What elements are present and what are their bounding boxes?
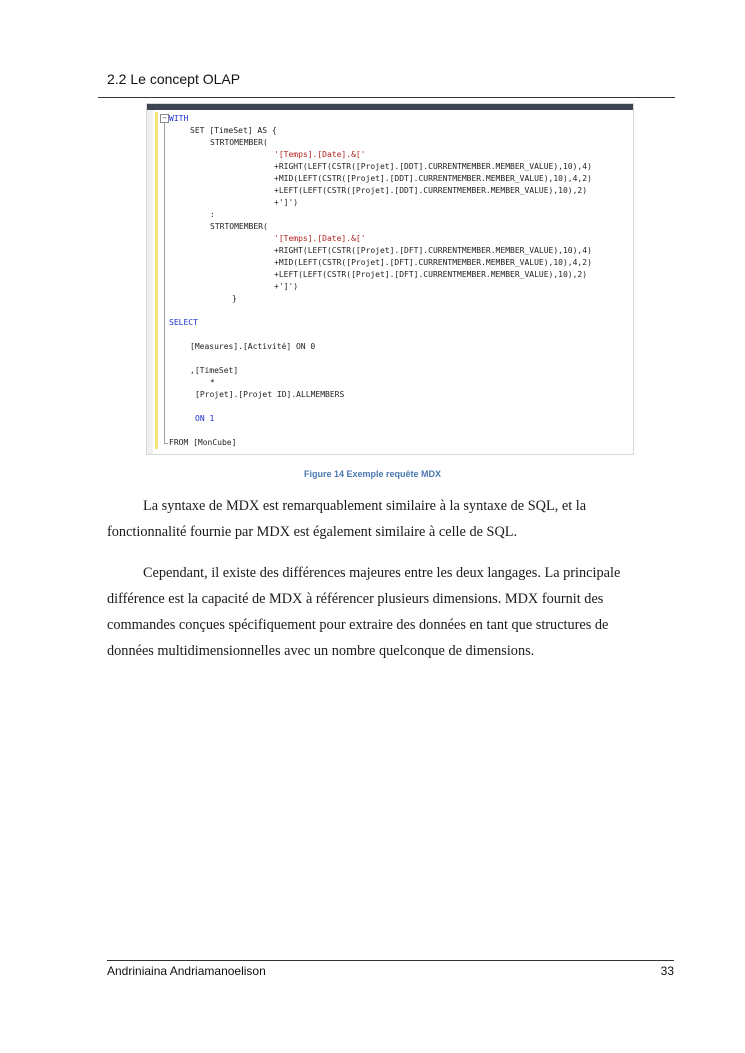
code-line-measures: [Measures].[Activité] ON 0 bbox=[190, 342, 316, 351]
code-line-close-1: +']') bbox=[274, 198, 299, 207]
footer-author: Andriniaina Andriamanoelison bbox=[107, 964, 266, 978]
section-title: 2.2 Le concept OLAP bbox=[107, 71, 241, 87]
code-line-set: SET [TimeSet] AS { bbox=[190, 126, 277, 135]
header-divider bbox=[98, 97, 675, 98]
fold-guide-end bbox=[164, 443, 168, 444]
code-line-left-dft: +LEFT(LEFT(CSTR([Projet].[DFT].CURRENTMEMBER.MEMBER_VALUE),10),2) bbox=[274, 270, 588, 279]
fold-guide-line bbox=[164, 123, 165, 443]
paragraph-1 bbox=[107, 493, 647, 545]
code-line-close-2: +']') bbox=[274, 282, 299, 291]
paragraph-2-line-3: commandes conçues spécifiquement pour extraire des données en tant que structures de bbox=[107, 617, 609, 633]
code-line-with: WITH bbox=[169, 114, 189, 123]
code-line-mid-dft: +MID(LEFT(CSTR([Projet].[DFT].CURRENTMEMBER.MEMBER_VALUE),10),4,2) bbox=[274, 258, 592, 267]
editor-top-bar bbox=[147, 104, 633, 110]
mdx-code-figure bbox=[146, 103, 634, 455]
page-number: 33 bbox=[660, 964, 674, 978]
code-line-projet-id: [Projet].[Projet ID].ALLMEMBERS bbox=[195, 390, 345, 399]
change-margin-bar bbox=[155, 112, 158, 449]
code-line-on-1: ON 1 bbox=[195, 414, 215, 423]
footer-divider bbox=[107, 960, 674, 961]
collapse-icon[interactable]: − bbox=[160, 114, 169, 123]
code-line-temps-2: '[Temps].[Date].&[' bbox=[274, 234, 366, 243]
code-line-temps-1: '[Temps].[Date].&[' bbox=[274, 150, 366, 159]
code-line-mid-ddt: +MID(LEFT(CSTR([Projet].[DDT].CURRENTMEMBER.MEMBER_VALUE),10),4,2) bbox=[274, 174, 592, 183]
paragraph-2-line-4: données multidimensionnelles avec un nombre quelconque de dimensions. bbox=[107, 643, 535, 659]
paragraph-2-line-2: différence est la capacité de MDX à référencer plusieurs dimensions. MDX fournit des bbox=[107, 591, 604, 607]
paragraph-2-line-1: Cependant, il existe des différences majeures entre les deux langages. La principale bbox=[143, 565, 621, 581]
code-line-select: SELECT bbox=[169, 318, 198, 327]
code-line-timeset: ,[TimeSet] bbox=[190, 366, 239, 375]
code-line-close-brace: } bbox=[232, 294, 237, 303]
paragraph-2 bbox=[107, 560, 647, 664]
code-line-strtomember-2: STRTOMEMBER( bbox=[210, 222, 268, 231]
code-line-range-colon: : bbox=[210, 210, 215, 219]
code-line-right-dft: +RIGHT(LEFT(CSTR([Projet].[DFT].CURRENTMEMBER.MEMBER_VALUE),10),4) bbox=[274, 246, 592, 255]
code-line-left-ddt: +LEFT(LEFT(CSTR([Projet].[DDT].CURRENTMEMBER.MEMBER_VALUE),10),2) bbox=[274, 186, 588, 195]
paragraph-1-line-1: La syntaxe de MDX est remarquablement similaire à la syntaxe de SQL, et la bbox=[143, 498, 587, 514]
paragraph-1-line-2: fonctionnalité fournie par MDX est également similaire à celle de SQL. bbox=[107, 524, 518, 540]
code-line-from: FROM [MonCube] bbox=[169, 438, 237, 447]
code-line-strtomember-1: STRTOMEMBER( bbox=[210, 138, 268, 147]
figure-caption: Figure 14 Exemple requête MDX bbox=[303, 469, 442, 479]
code-line-crossjoin: * bbox=[210, 378, 215, 387]
code-line-right-ddt: +RIGHT(LEFT(CSTR([Projet].[DDT].CURRENTMEMBER.MEMBER_VALUE),10),4) bbox=[274, 162, 592, 171]
editor-gutter bbox=[147, 110, 153, 454]
